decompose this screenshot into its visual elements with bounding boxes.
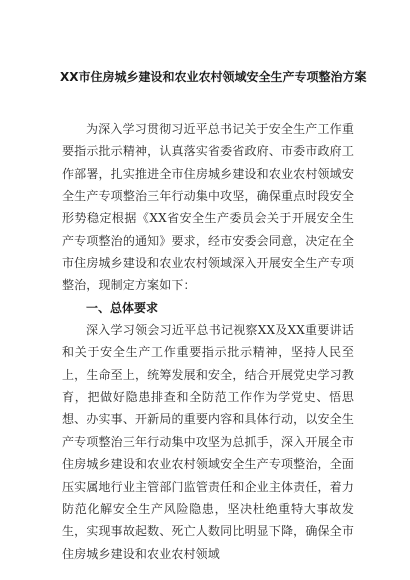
section-paragraph-overall-requirements: 深入学习领会习近平总书记视察XX及XX重要讲话和关于安全生产工作重要指示批示精神，坚持人民至上，生命至上，统筹发展和安全，结合开展党史学习教育，把做好隐患排查和全防范工作作为学党史、悟思想、办实事、开新局的重要内容和具体行动，以安全生产专项整治三年行动集中攻坚为总抓手，深入开展全市住房城乡建设和农业农村领域安全生产专项整治，全面压实属地行业主管部门监管责任和企业主体责任，着力防范化解安全生产风险隐患，坚决杜绝重特大事故发生，实现事故起数、死亡人数同比明显下降，确保全市住房城乡建设和农业农村领域 — [62, 323, 354, 561]
intro-paragraph: 为深入学习贯彻习近平总书记关于安全生产工作重要指示批示精神，认真落实省委省政府、市委市政府工作部署，扎实推进全市住房城乡建设和农业农村领域安全生产专项整治三年行动集中攻坚，确保重点时段安全形势稳定根据《XX省安全生产委员会关于开展安全生产专项整治的通知》要求，经市安委会同意，决定在全市住房城乡建设和农业农村领域深入开展安全生产专项整治，现制定方案如下： — [62, 122, 354, 293]
section-heading-overall-requirements: 一、总体要求 — [86, 300, 159, 315]
document-title: XX市住房城乡建设和农业农村领域安全生产专项整治方案 — [60, 70, 367, 84]
document-body — [62, 118, 354, 565]
